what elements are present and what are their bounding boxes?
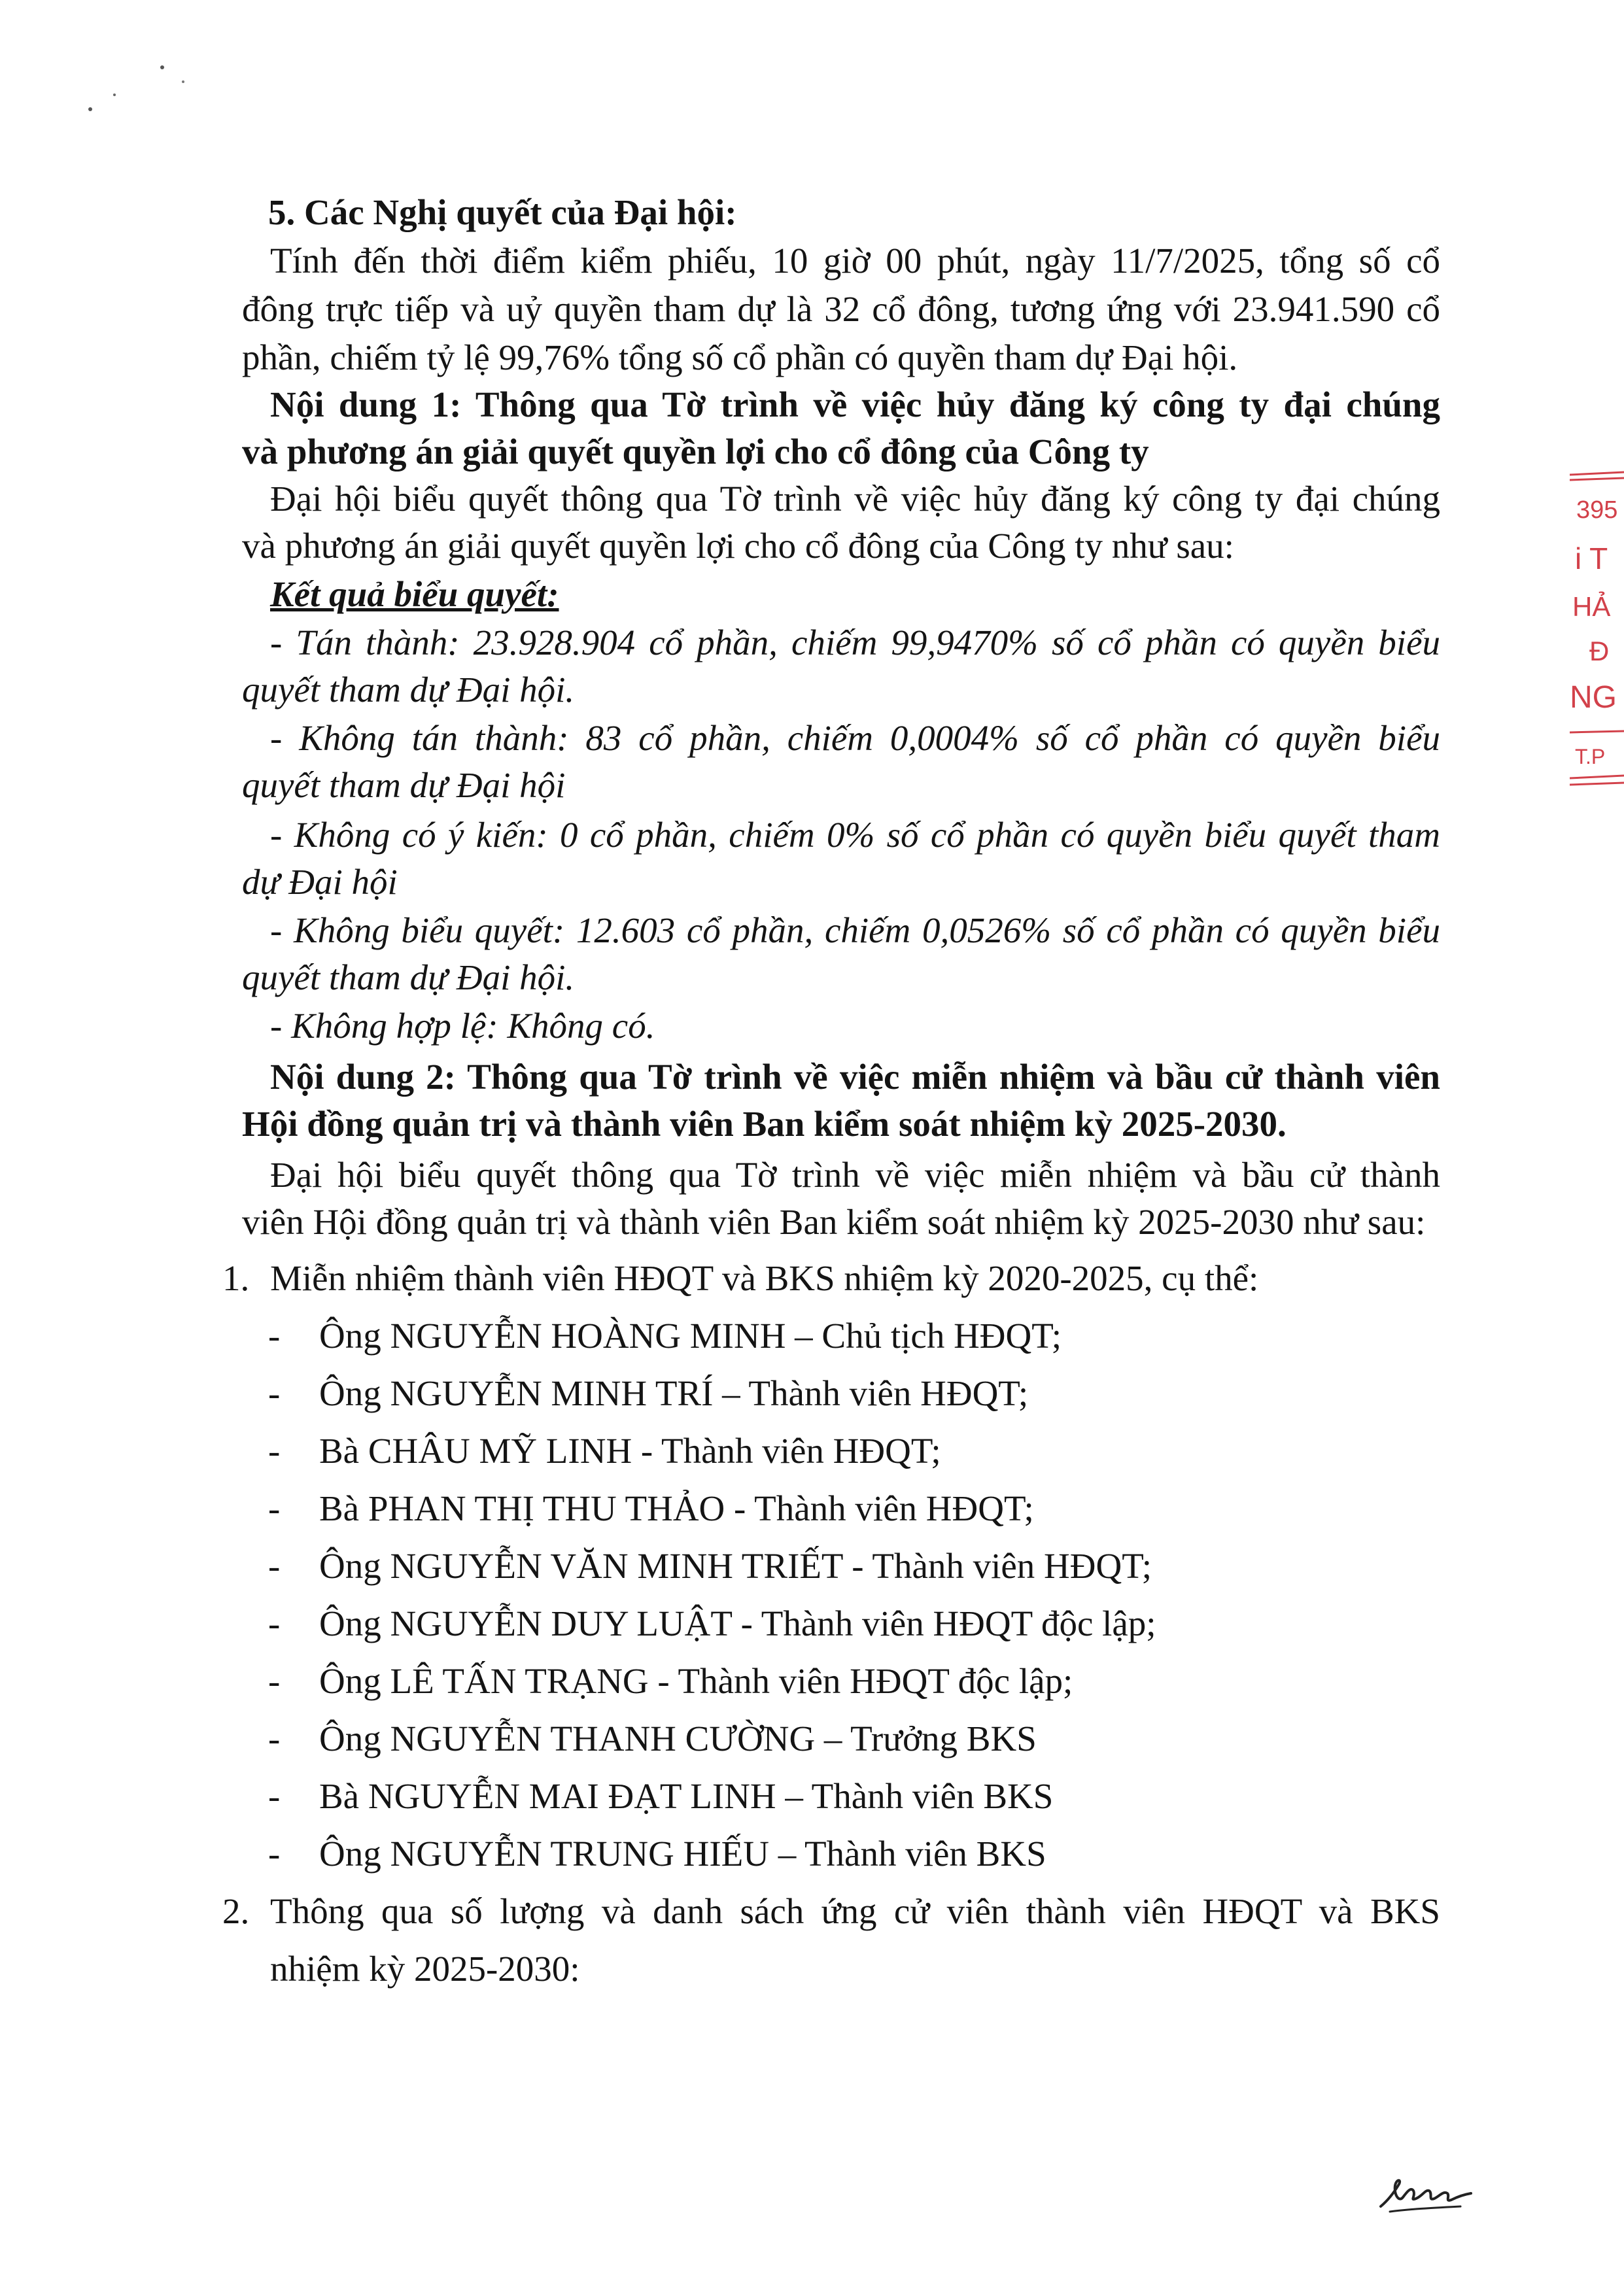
list-dash: -: [268, 1546, 281, 1586]
scan-specks: [85, 62, 190, 128]
content1-heading: và phương án giải quyết quyền lợi cho cổ đông của Công ty: [242, 432, 1149, 471]
member-item: Ông NGUYỄN HOÀNG MINH – Chủ tịch HĐQT;: [319, 1316, 1062, 1356]
member-item: Bà PHAN THỊ THU THẢO - Thành viên HĐQT;: [319, 1488, 1034, 1528]
list-dash: -: [268, 1776, 281, 1816]
stamp-text: 395: [1576, 496, 1618, 524]
result-line: - Không hợp lệ: Không có.: [270, 1006, 655, 1046]
result-line: - Không tán thành: 83 cổ phần, chiếm 0,0004% số cổ phần có quyền biểu: [270, 718, 1440, 758]
stamp-text: HẢ: [1572, 591, 1611, 622]
result-line: quyết tham dự Đại hội.: [242, 957, 575, 997]
list-dash: -: [268, 1719, 281, 1758]
stamp-text: T.P: [1575, 745, 1606, 768]
list-dash: -: [268, 1488, 281, 1528]
content1-body: và phương án giải quyết quyền lợi cho cổ đông của Công ty như sau:: [242, 526, 1234, 566]
initials-signature: [1377, 2171, 1475, 2217]
result-line: - Không biểu quyết: 12.603 cổ phần, chiếm 0,0526% số cổ phần có quyền biểu: [270, 910, 1440, 950]
intro-line: Tính đến thời điểm kiểm phiếu, 10 giờ 00 phút, ngày 11/7/2025, tổng số cổ: [270, 241, 1440, 281]
content1-heading: Nội dung 1: Thông qua Tờ trình về việc hủy đăng ký công ty đại chúng: [270, 385, 1440, 424]
member-item: Bà NGUYỄN MAI ĐẠT LINH – Thành viên BKS: [319, 1776, 1054, 1816]
member-item: Ông LÊ TẤN TRẠNG - Thành viên HĐQT độc lập;: [319, 1661, 1073, 1701]
result-line: quyết tham dự Đại hội: [242, 765, 566, 805]
member-item: Ông NGUYỄN VĂN MINH TRIẾT - Thành viên HĐQT;: [319, 1546, 1152, 1586]
item-number: 1.: [222, 1258, 250, 1298]
content2-body: Đại hội biểu quyết thông qua Tờ trình về việc miễn nhiệm và bầu cử thành: [270, 1155, 1440, 1195]
item-text: nhiệm kỳ 2025-2030:: [270, 1949, 580, 1989]
list-dash: -: [268, 1316, 281, 1356]
list-dash: -: [268, 1373, 281, 1413]
member-item: Bà CHÂU MỸ LINH - Thành viên HĐQT;: [319, 1431, 941, 1471]
intro-line: phần, chiếm tỷ lệ 99,76% tổng số cổ phần có quyền tham dự Đại hội.: [242, 337, 1238, 377]
list-dash: -: [268, 1661, 281, 1701]
result-title: Kết quả biểu quyết:: [270, 574, 559, 614]
result-line: - Không có ý kiến: 0 cổ phần, chiếm 0% số cổ phần có quyền biểu quyết tham: [270, 815, 1440, 855]
result-line: dự Đại hội: [242, 862, 398, 902]
content2-body: viên Hội đồng quản trị và thành viên Ban kiểm soát nhiệm kỳ 2025-2030 như sau:: [242, 1202, 1426, 1242]
item-text: Thông qua số lượng và danh sách ứng cử viên thành viên HĐQT và BKS: [270, 1891, 1440, 1931]
list-dash: -: [268, 1431, 281, 1471]
member-item: Ông NGUYỄN TRUNG HIẾU – Thành viên BKS: [319, 1834, 1046, 1874]
content2-heading: Hội đồng quản trị và thành viên Ban kiểm soát nhiệm kỳ 2025-2030.: [242, 1104, 1287, 1144]
company-stamp-fragment: [1570, 471, 1624, 798]
item-number: 2.: [222, 1891, 250, 1931]
stamp-text: NG: [1570, 680, 1617, 715]
result-line: - Tán thành: 23.928.904 cổ phần, chiếm 99,9470% số cổ phần có quyền biểu: [270, 623, 1440, 662]
section-heading: 5. Các Nghị quyết của Đại hội:: [268, 192, 737, 232]
content1-body: Đại hội biểu quyết thông qua Tờ trình về việc hủy đăng ký công ty đại chúng: [270, 479, 1440, 519]
content2-heading: Nội dung 2: Thông qua Tờ trình về việc miễn nhiệm và bầu cử thành viên: [270, 1057, 1440, 1097]
intro-line: đông trực tiếp và uỷ quyền tham dự là 32 cổ đông, tương ứng với 23.941.590 cổ: [242, 289, 1440, 329]
stamp-text: i T: [1575, 541, 1608, 575]
member-item: Ông NGUYỄN DUY LUẬT - Thành viên HĐQT độc lập;: [319, 1603, 1156, 1643]
result-line: quyết tham dự Đại hội.: [242, 670, 575, 710]
member-item: Ông NGUYỄN THANH CƯỜNG – Trưởng BKS: [319, 1719, 1037, 1758]
list-dash: -: [268, 1603, 281, 1643]
item-text: Miễn nhiệm thành viên HĐQT và BKS nhiệm kỳ 2020-2025, cụ thể:: [270, 1258, 1259, 1298]
member-item: Ông NGUYỄN MINH TRÍ – Thành viên HĐQT;: [319, 1373, 1029, 1413]
stamp-text: Đ: [1589, 636, 1610, 666]
list-dash: -: [268, 1834, 281, 1874]
